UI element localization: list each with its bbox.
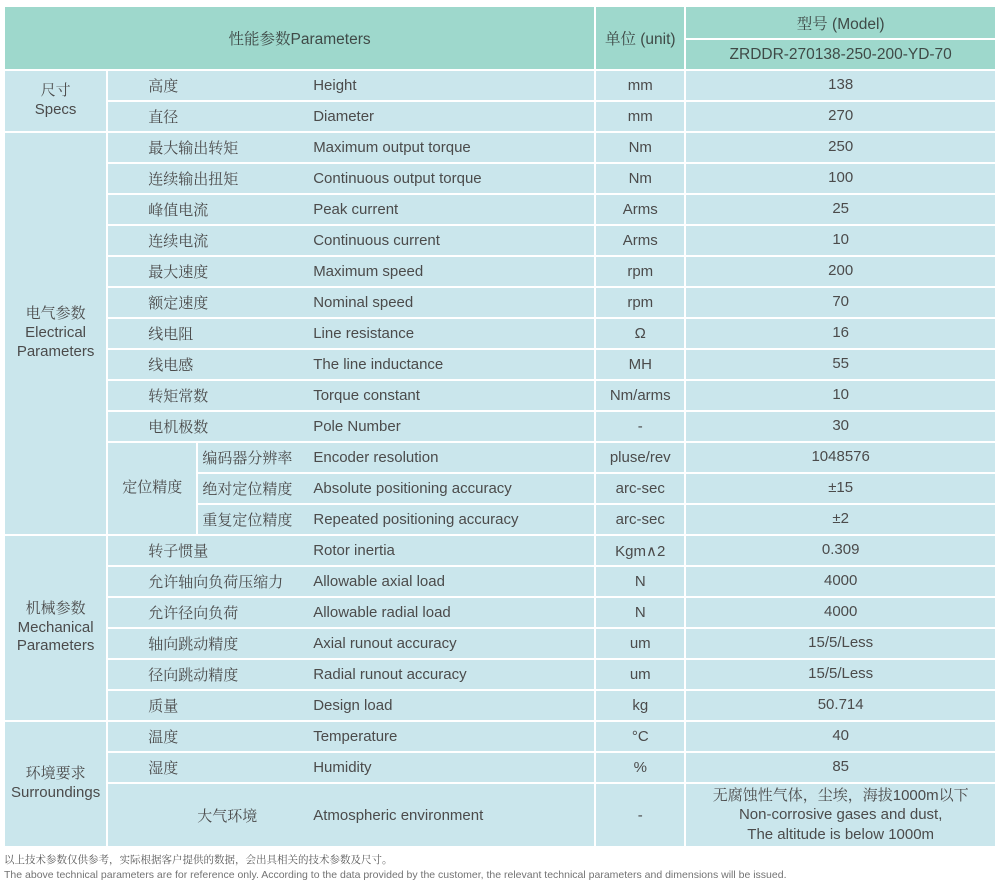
value-cell: 50.714 bbox=[686, 691, 995, 720]
param-label-en: Axial runout accuracy bbox=[313, 635, 457, 652]
param-label-cell bbox=[108, 691, 594, 720]
param-label-zh: 线电阻 bbox=[148, 326, 194, 343]
value-cell: 100 bbox=[686, 164, 995, 193]
table-row bbox=[5, 381, 995, 410]
param-label-zh: 高度 bbox=[148, 78, 179, 95]
param-label-en: Torque constant bbox=[313, 387, 420, 404]
param-label-cell bbox=[108, 319, 594, 348]
param-label-zh: 编码器分辨率 bbox=[202, 450, 293, 467]
unit-cell: Arms bbox=[596, 195, 684, 224]
param-label-cell bbox=[198, 505, 594, 534]
unit-cell: N bbox=[596, 598, 684, 627]
table-row bbox=[5, 536, 995, 565]
param-label-en: Humidity bbox=[313, 759, 372, 776]
param-label-en: Line resistance bbox=[313, 325, 415, 342]
param-label-cell bbox=[108, 722, 594, 751]
table-row bbox=[5, 164, 995, 193]
value-cell: 1048576 bbox=[686, 443, 995, 472]
param-label-en: Diameter bbox=[313, 108, 375, 125]
value-cell: 270 bbox=[686, 102, 995, 131]
param-label-zh: 额定速度 bbox=[148, 295, 209, 312]
group-cell bbox=[5, 133, 106, 534]
spec-sheet bbox=[3, 5, 997, 881]
param-label-cell bbox=[108, 536, 594, 565]
param-label-zh: 最大输出转矩 bbox=[148, 140, 239, 157]
param-label-en: Absolute positioning accuracy bbox=[313, 480, 512, 497]
unit-cell: um bbox=[596, 629, 684, 658]
table-row bbox=[5, 319, 995, 348]
param-label-cell bbox=[108, 164, 594, 193]
table-row bbox=[5, 412, 995, 441]
unit-cell: °C bbox=[596, 722, 684, 751]
param-label-cell bbox=[108, 753, 594, 782]
param-label-zh: 允许径向负荷 bbox=[148, 605, 239, 622]
group-cell bbox=[5, 722, 106, 846]
value-cell: 85 bbox=[686, 753, 995, 782]
param-label-en: Radial runout accuracy bbox=[313, 666, 467, 683]
param-label-en: Continuous output torque bbox=[313, 170, 482, 187]
table-row bbox=[5, 660, 995, 689]
param-label-zh: 转子惯量 bbox=[148, 543, 209, 560]
group-label-zh: 机械参数 bbox=[25, 599, 86, 617]
value-cell: 250 bbox=[686, 133, 995, 162]
footer-notes bbox=[4, 852, 997, 881]
value-cell: 70 bbox=[686, 288, 995, 317]
group-label-en: Specs bbox=[34, 101, 77, 118]
param-label-cell bbox=[108, 598, 594, 627]
group-label-en: Electrical Parameters bbox=[16, 324, 95, 360]
unit-cell: MH bbox=[596, 350, 684, 379]
param-label-zh: 质量 bbox=[148, 698, 179, 715]
value-cell bbox=[686, 784, 995, 846]
table-row bbox=[5, 598, 995, 627]
parameters-header: 性能参数Parameters bbox=[5, 7, 594, 69]
table-row bbox=[5, 133, 995, 162]
value-line: 无腐蚀性气体，尘埃，海拔1000m以下 bbox=[712, 786, 969, 804]
param-label-zh: 大气环境 bbox=[197, 807, 258, 825]
param-label-en: Rotor inertia bbox=[313, 542, 395, 559]
model-number: ZRDDR-270138-250-200-YD-70 bbox=[686, 40, 995, 69]
param-label-cell bbox=[108, 660, 594, 689]
table-row bbox=[5, 443, 995, 472]
unit-cell: Nm bbox=[596, 164, 684, 193]
param-label-cell bbox=[198, 443, 594, 472]
param-label-zh: 绝对定位精度 bbox=[202, 481, 293, 498]
param-label-en: Design load bbox=[313, 697, 393, 714]
param-label-en: Nominal speed bbox=[313, 294, 414, 311]
param-label-zh: 转矩常数 bbox=[148, 388, 209, 405]
param-label-en: Allowable axial load bbox=[313, 573, 445, 590]
spec-table bbox=[3, 5, 997, 848]
param-label-en: Pole Number bbox=[313, 418, 401, 435]
unit-cell: pluse/rev bbox=[596, 443, 684, 472]
param-label-en: Encoder resolution bbox=[313, 449, 439, 466]
value-cell: ±15 bbox=[686, 474, 995, 503]
table-row bbox=[5, 629, 995, 658]
group-cell bbox=[5, 71, 106, 131]
param-label-zh: 温度 bbox=[148, 729, 179, 746]
group-label-zh: 环境要求 bbox=[25, 765, 86, 783]
param-label-en: Repeated positioning accuracy bbox=[313, 511, 519, 528]
unit-cell: Nm/arms bbox=[596, 381, 684, 410]
value-cell: 16 bbox=[686, 319, 995, 348]
value-cell: 30 bbox=[686, 412, 995, 441]
unit-cell: rpm bbox=[596, 257, 684, 286]
group-label-zh: 尺寸 bbox=[40, 82, 71, 100]
table-header bbox=[5, 7, 995, 69]
model-header: 型号 (Model) bbox=[686, 7, 995, 38]
value-cell: 55 bbox=[686, 350, 995, 379]
table-row bbox=[5, 71, 995, 100]
param-label-en: Continuous current bbox=[313, 232, 440, 249]
param-label-cell bbox=[108, 412, 594, 441]
group-cell bbox=[5, 536, 106, 720]
value-cell: 138 bbox=[686, 71, 995, 100]
param-label-cell bbox=[198, 474, 594, 503]
group-label-en: Surroundings bbox=[10, 784, 101, 801]
unit-cell: Nm bbox=[596, 133, 684, 162]
value-cell: 25 bbox=[686, 195, 995, 224]
table-row bbox=[5, 288, 995, 317]
unit-cell: % bbox=[596, 753, 684, 782]
param-label-cell bbox=[108, 257, 594, 286]
unit-cell: arc-sec bbox=[596, 505, 684, 534]
table-row bbox=[5, 753, 995, 782]
param-label-zh: 径向跳动精度 bbox=[148, 667, 239, 684]
unit-cell: - bbox=[596, 784, 684, 846]
unit-cell: mm bbox=[596, 71, 684, 100]
param-label-cell bbox=[108, 784, 594, 846]
table-row bbox=[5, 257, 995, 286]
unit-cell: Ω bbox=[596, 319, 684, 348]
param-label-cell bbox=[108, 102, 594, 131]
unit-cell: arc-sec bbox=[596, 474, 684, 503]
param-label-zh: 允许轴向负荷压缩力 bbox=[148, 574, 284, 591]
value-cell: 0.309 bbox=[686, 536, 995, 565]
unit-cell: N bbox=[596, 567, 684, 596]
param-label-cell bbox=[108, 567, 594, 596]
value-cell: 4000 bbox=[686, 598, 995, 627]
group-label-en: Mechanical Parameters bbox=[16, 618, 95, 655]
table-row bbox=[5, 722, 995, 751]
footer-note-en: The above technical parameters are for reference only. According to the data provided by the customer, the relevant technical parameters and dimensions will be issued. bbox=[4, 869, 787, 881]
unit-cell: um bbox=[596, 660, 684, 689]
unit-cell: rpm bbox=[596, 288, 684, 317]
unit-cell: mm bbox=[596, 102, 684, 131]
param-label-zh: 连续电流 bbox=[148, 233, 209, 250]
param-label-zh: 最大速度 bbox=[148, 264, 209, 281]
param-label-zh: 直径 bbox=[148, 109, 179, 126]
param-label-cell bbox=[108, 629, 594, 658]
param-label-cell bbox=[108, 133, 594, 162]
param-label-zh: 轴向跳动精度 bbox=[148, 636, 239, 653]
param-label-en: Allowable radial load bbox=[313, 604, 451, 621]
group-label-zh: 电气参数 bbox=[25, 305, 86, 323]
value-cell: ±2 bbox=[686, 505, 995, 534]
unit-cell: Arms bbox=[596, 226, 684, 255]
unit-cell: Kgm∧2 bbox=[596, 536, 684, 565]
param-label-cell bbox=[108, 226, 594, 255]
table-row bbox=[5, 691, 995, 720]
value-cell: 15/5/Less bbox=[686, 629, 995, 658]
value-line: Non-corrosive gases and dust, bbox=[738, 806, 943, 824]
param-label-cell bbox=[108, 350, 594, 379]
value-line: The altitude is below 1000m bbox=[747, 825, 935, 843]
param-label-zh: 湿度 bbox=[148, 760, 179, 777]
value-cell: 10 bbox=[686, 226, 995, 255]
param-label-en: Temperature bbox=[313, 728, 398, 745]
param-label-cell bbox=[108, 288, 594, 317]
param-label-en: Maximum output torque bbox=[313, 139, 471, 156]
param-label-en: Height bbox=[313, 77, 357, 94]
param-label-zh: 重复定位精度 bbox=[202, 512, 293, 529]
table-body bbox=[5, 71, 995, 846]
value-cell: 40 bbox=[686, 722, 995, 751]
param-label-cell bbox=[108, 195, 594, 224]
subgroup-cell: 定位精度 bbox=[108, 443, 196, 534]
param-label-en: Peak current bbox=[313, 201, 399, 218]
unit-cell: - bbox=[596, 412, 684, 441]
value-cell: 200 bbox=[686, 257, 995, 286]
param-label-zh: 电机极数 bbox=[148, 419, 209, 436]
table-row bbox=[5, 350, 995, 379]
param-label-cell bbox=[108, 381, 594, 410]
param-label-zh: 连续输出扭矩 bbox=[148, 171, 239, 188]
param-label-zh: 线电感 bbox=[148, 357, 194, 374]
table-row bbox=[5, 226, 995, 255]
table-row bbox=[5, 102, 995, 131]
unit-header: 单位 (unit) bbox=[596, 7, 684, 69]
param-label-en: The line inductance bbox=[313, 356, 444, 373]
footer-note-zh: 以上技术参数仅供参考，实际根据客户提供的数据，会出具相关的技术参数及尺寸。 bbox=[4, 854, 393, 866]
value-cell: 10 bbox=[686, 381, 995, 410]
unit-cell: kg bbox=[596, 691, 684, 720]
param-label-zh: 峰值电流 bbox=[148, 202, 209, 219]
param-label-en: Maximum speed bbox=[313, 263, 424, 280]
param-label-en: Atmospheric environment bbox=[313, 806, 484, 824]
param-label-cell bbox=[108, 71, 594, 100]
table-row bbox=[5, 784, 995, 846]
value-cell: 4000 bbox=[686, 567, 995, 596]
table-row bbox=[5, 195, 995, 224]
table-row bbox=[5, 567, 995, 596]
value-cell: 15/5/Less bbox=[686, 660, 995, 689]
